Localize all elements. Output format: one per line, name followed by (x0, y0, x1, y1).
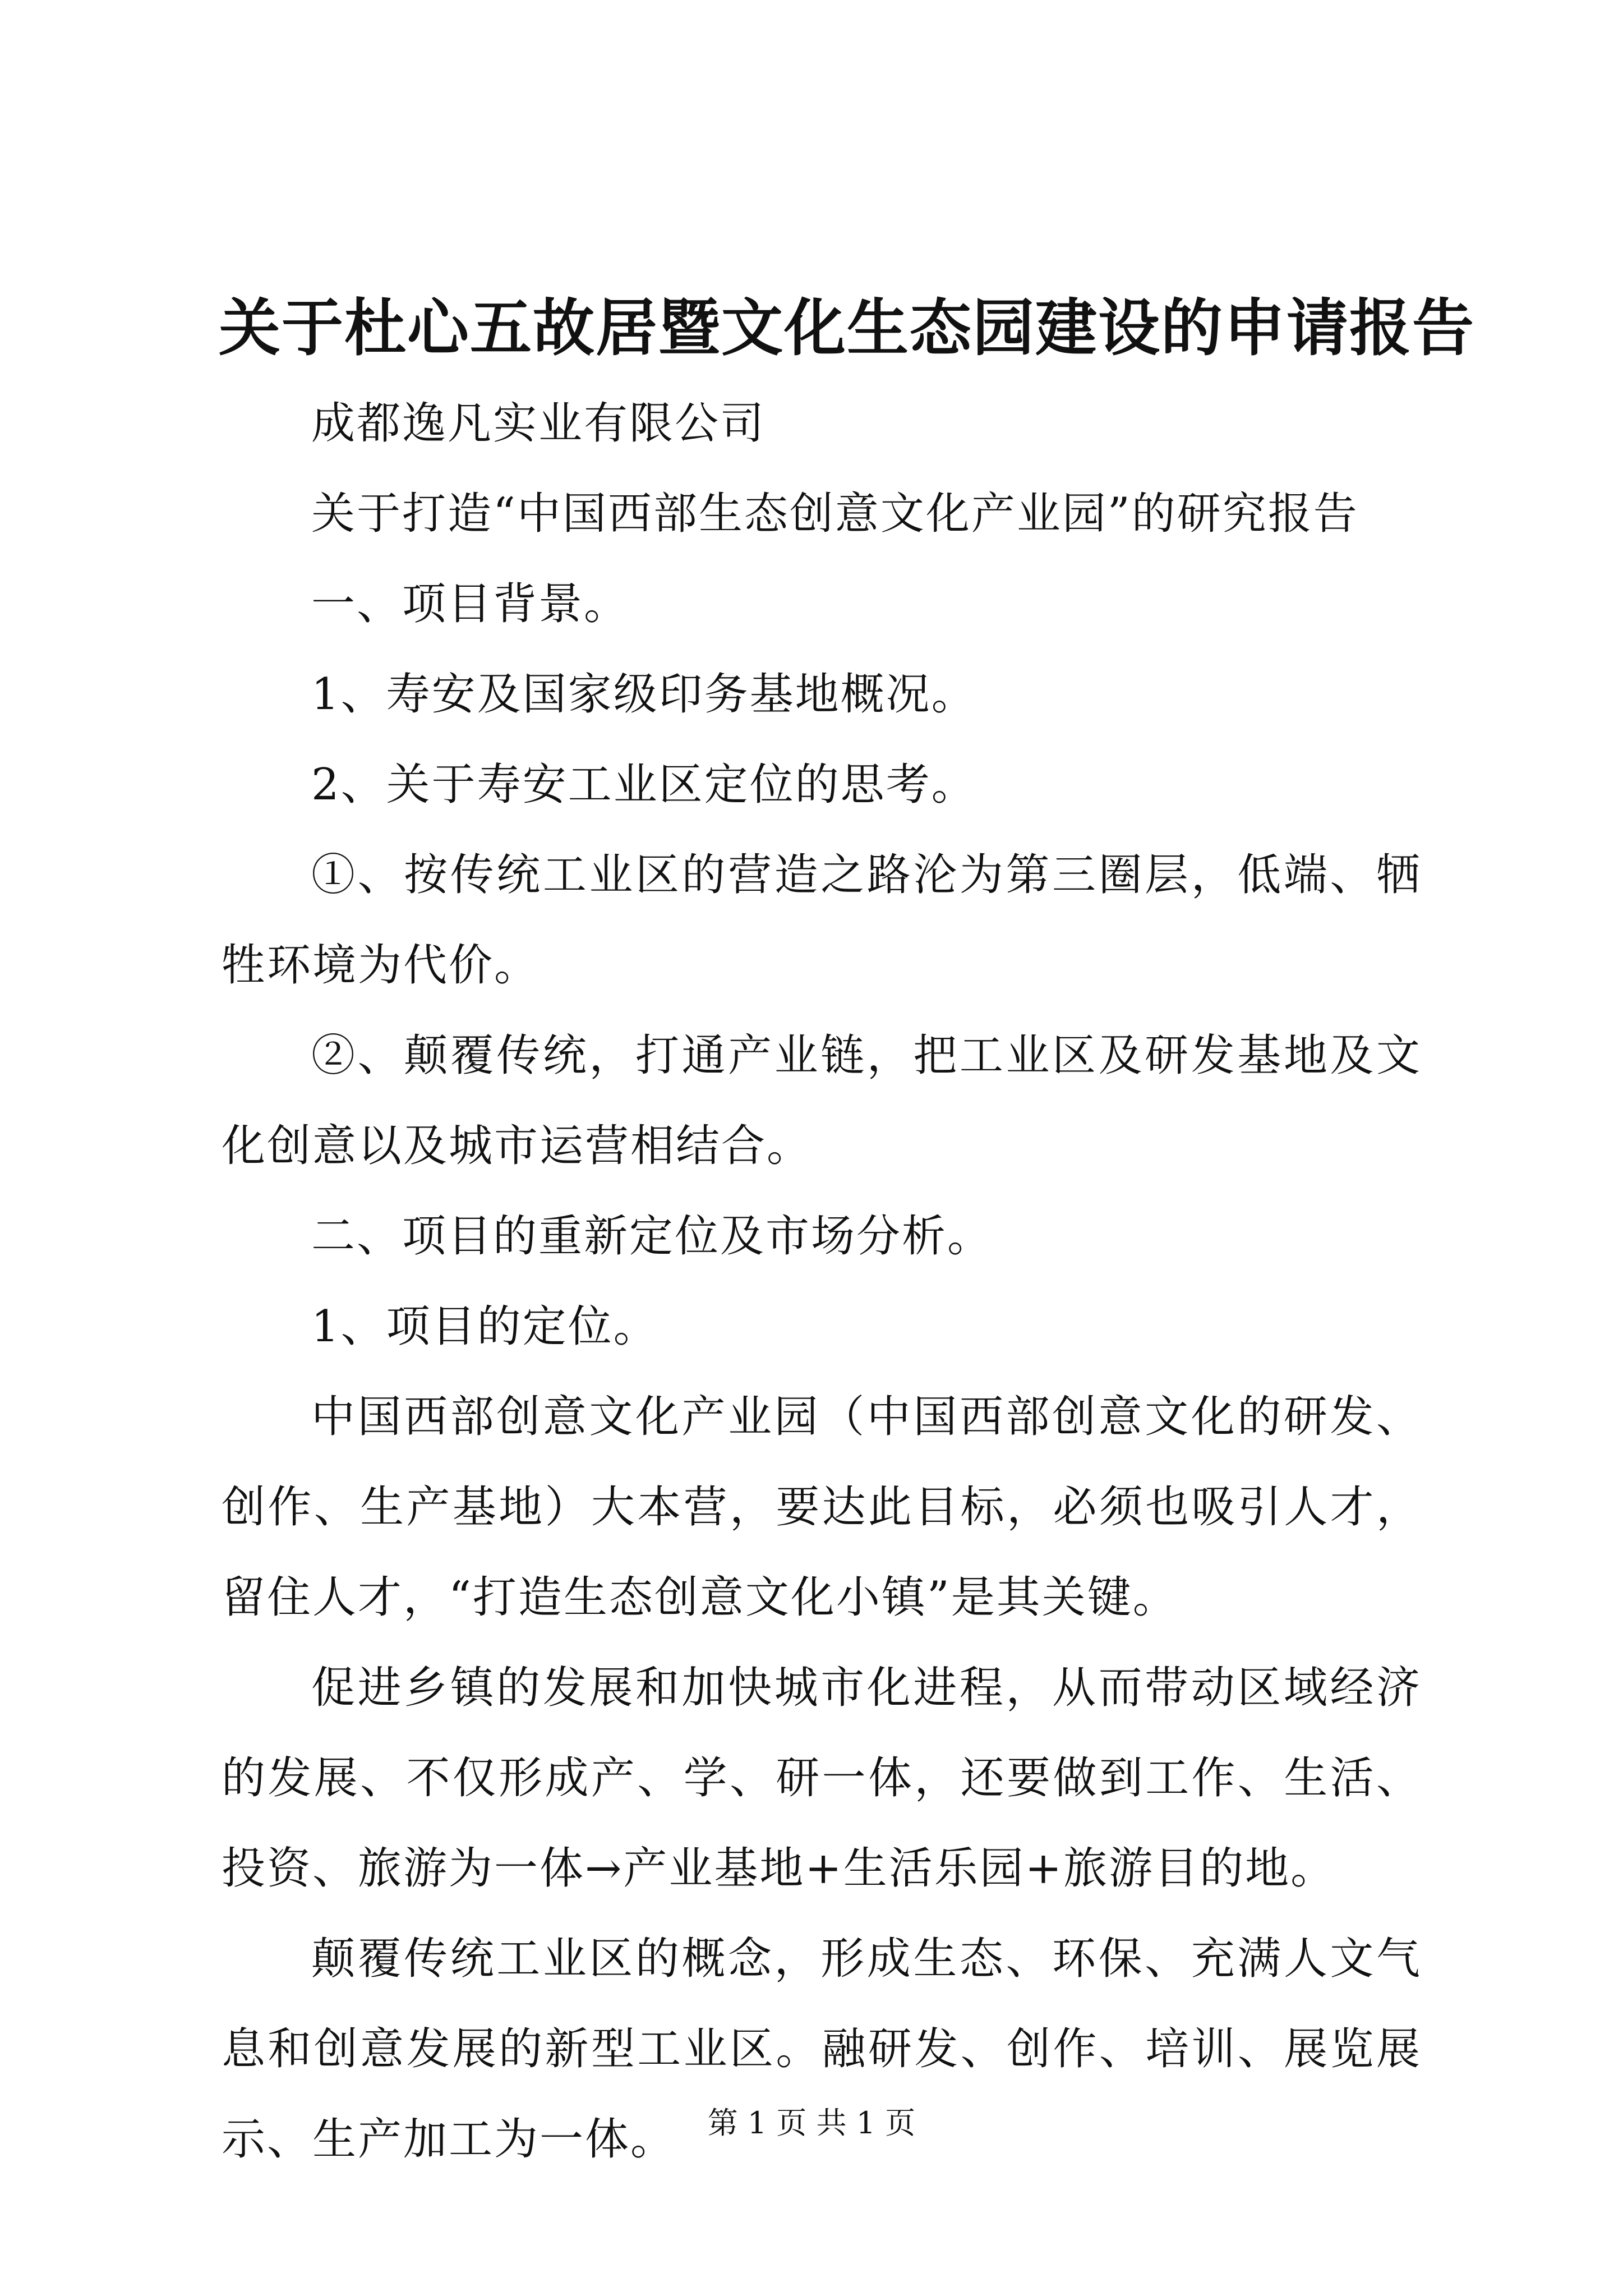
paragraph-company: 成都逸凡实业有限公司 (311, 398, 766, 449)
list-item-project-positioning: 1、项目的定位。 (311, 1301, 659, 1352)
paragraph-report-title: 关于打造“中国西部生态创意文化产业园”的研究报告 (311, 489, 1359, 539)
document-body (222, 379, 1422, 2185)
list-item-traditional-path: ①、按传统工业区的营造之路沦为第三圈层，低端、牺牲环境为代价。 (222, 850, 1422, 991)
section-heading-background: 一、项目背景。 (311, 579, 630, 629)
list-item-positioning-thoughts: 2、关于寿安工业区定位的思考。 (311, 760, 977, 810)
page-footer: 第 1 页 共 1 页 (707, 2105, 916, 2141)
section-heading-market-analysis: 二、项目的重新定位及市场分析。 (311, 1211, 993, 1262)
document-title: 关于杜心五故居暨文化生态园建设的申请报告 (219, 292, 1475, 364)
list-item-subvert-tradition: ②、颠覆传统，打通产业链，把工业区及研发基地及文化创意以及城市运营相结合。 (222, 1030, 1422, 1171)
paragraph-new-industrial-zone: 颠覆传统工业区的概念，形成生态、环保、充满人文气息和创意发展的新型工业区。融研发、创作、培训、展览展示、生产加工为一体。 (222, 1934, 1422, 2165)
paragraph-industrial-park: 中国西部创意文化产业园（中国西部创意文化的研发、创作、生产基地）大本营，要达此目标，必须也吸引人才，留住人才，“打造生态创意文化小镇”是其关键。 (222, 1392, 1422, 1623)
list-item-overview: 1、寿安及国家级印务基地概况。 (311, 669, 977, 720)
paragraph-urbanization: 促进乡镇的发展和加快城市化进程，从而带动区域经济的发展、不仅形成产、学、研一体，还要做到工作、生活、投资、旅游为一体→产业基地+生活乐园+旅游目的地。 (222, 1663, 1422, 1894)
